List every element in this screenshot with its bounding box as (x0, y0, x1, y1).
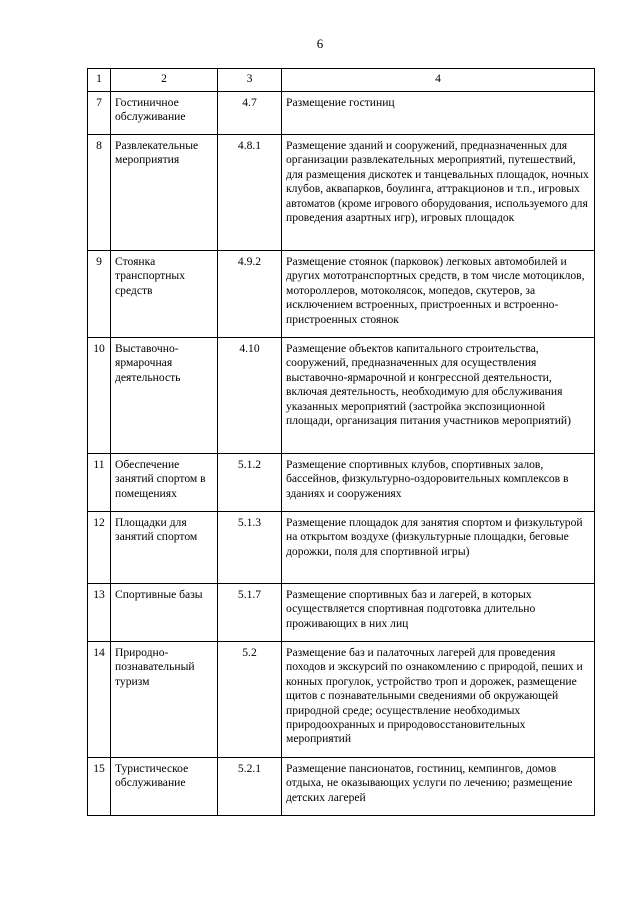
land-use-table (87, 68, 595, 816)
row-number: 10 (88, 338, 111, 454)
row-number: 9 (88, 251, 111, 338)
land-use-name: Стоянка транспортных средств (111, 251, 218, 338)
row-number: 12 (88, 512, 111, 584)
land-use-name: Туристическое обслуживание (111, 758, 218, 816)
land-use-description: Размещение стоянок (парковок) легковых автомобилей и других мототранспортных средств, в том числе мотоциклов, мотороллеров, мотоколясок, мопедов, скутеров, за исключением встроенных, пристроенных и встроенно-пристроенных стоянок (282, 251, 595, 338)
page-number: 6 (316, 36, 324, 51)
land-use-description: Размещение спортивных клубов, спортивных залов, бассейнов, физкультурно-оздоровительных комплексов в зданиях и сооружениях (282, 454, 595, 512)
row-number: 14 (88, 642, 111, 758)
land-use-code: 5.1.2 (218, 454, 282, 512)
table-row (88, 512, 595, 584)
header-cell-4: 4 (282, 69, 595, 92)
land-use-code: 5.2.1 (218, 758, 282, 816)
row-number: 11 (88, 454, 111, 512)
table-header-row (88, 69, 595, 92)
land-use-name: Выставочно-ярмарочная деятельность (111, 338, 218, 454)
land-use-code: 5.2 (218, 642, 282, 758)
land-use-code: 4.7 (218, 92, 282, 135)
row-number: 15 (88, 758, 111, 816)
land-use-description: Размещение объектов капитального строительства, сооружений, предназначенных для осуществления выставочно-ярмарочной и конгрессной деятельности, включая деятельность, необходимую для обслуживания указанных мероприятий (застройка экспозиционной площади, организация питания участников мероприятий) (282, 338, 595, 454)
header-cell-2: 2 (111, 69, 218, 92)
land-use-code: 4.9.2 (218, 251, 282, 338)
header-cell-3: 3 (218, 69, 282, 92)
land-use-description: Размещение гостиниц (282, 92, 595, 135)
table-row (88, 584, 595, 642)
row-number: 8 (88, 135, 111, 251)
table-row (88, 135, 595, 251)
land-use-description: Размещение спортивных баз и лагерей, в которых осуществляется спортивная подготовка длительно проживающих в них лиц (282, 584, 595, 642)
table-row (88, 454, 595, 512)
land-use-name: Гостиничное обслуживание (111, 92, 218, 135)
land-use-code: 5.1.3 (218, 512, 282, 584)
table-row (88, 642, 595, 758)
land-use-code: 4.10 (218, 338, 282, 454)
row-number: 13 (88, 584, 111, 642)
land-use-name: Спортивные базы (111, 584, 218, 642)
table-row (88, 92, 595, 135)
land-use-description: Размещение пансионатов, гостиниц, кемпингов, домов отдыха, не оказывающих услуги по лечению; размещение детских лагерей (282, 758, 595, 816)
table-row (88, 251, 595, 338)
land-use-description: Размещение баз и палаточных лагерей для проведения походов и экскурсий по ознакомлению с природой, пеших и конных прогулок, устройство троп и дорожек, размещение щитов с познавательными сведениями об окружающей природной среде; осуществление необходимых природоохранных и природовосстановительных мероприятий (282, 642, 595, 758)
land-use-code: 4.8.1 (218, 135, 282, 251)
land-use-description: Размещение площадок для занятия спортом и физкультурой на открытом воздухе (физкультурные площадки, беговые дорожки, поля для спортивной игры) (282, 512, 595, 584)
land-use-code: 5.1.7 (218, 584, 282, 642)
land-use-name: Обеспечение занятий спортом в помещениях (111, 454, 218, 512)
land-use-name: Развлекательные мероприятия (111, 135, 218, 251)
header-cell-1: 1 (88, 69, 111, 92)
table-row (88, 338, 595, 454)
row-number: 7 (88, 92, 111, 135)
land-use-name: Природно-познавательный туризм (111, 642, 218, 758)
table-row (88, 758, 595, 816)
land-use-name: Площадки для занятий спортом (111, 512, 218, 584)
land-use-description: Размещение зданий и сооружений, предназначенных для организации развлекательных мероприятий, путешествий, для размещения дискотек и танцевальных площадок, ночных клубов, аквапарков, боулинга, аттракционов и т.п., игровых автоматов (кроме игрового оборудования, используемого для проведения азартных игр), игровых площадок (282, 135, 595, 251)
